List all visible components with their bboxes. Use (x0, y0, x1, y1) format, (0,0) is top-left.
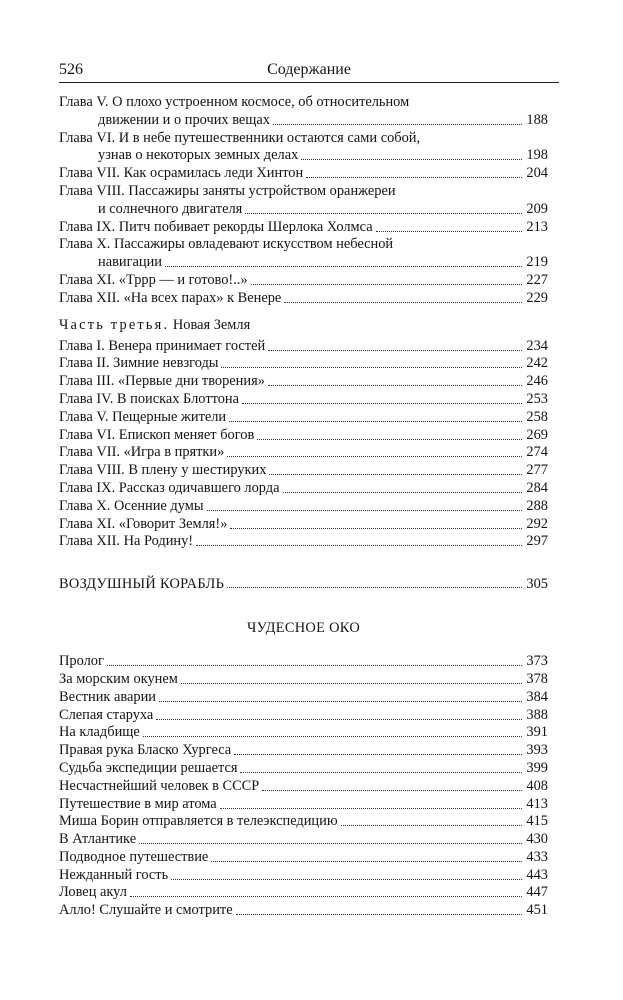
toc-entry-title: Глава XI. «Тррр — и готово!..» (59, 271, 248, 288)
toc-entry (59, 498, 548, 516)
dot-leader (130, 884, 522, 897)
toc-entry (59, 272, 548, 290)
toc-entry (59, 902, 548, 920)
toc-entry-page: 198 (526, 147, 548, 164)
dot-leader (284, 290, 522, 303)
dot-leader (196, 533, 522, 546)
dot-leader (107, 653, 522, 666)
dot-leader (245, 201, 522, 214)
dot-leader (283, 480, 522, 493)
toc-entry-title: Пролог (59, 653, 104, 670)
dot-leader (262, 778, 522, 791)
toc-entry-title: Глава V. Пещерные жители (59, 408, 227, 425)
toc-entry-title-cont: и солнечного двигателя (98, 200, 243, 217)
toc-entry (59, 355, 548, 373)
dot-leader (301, 147, 522, 160)
toc-entry (59, 409, 548, 427)
toc-entry (59, 689, 548, 707)
toc-entry-page: 373 (526, 653, 548, 670)
toc-entry-page: 274 (526, 444, 548, 461)
toc-entry-page: 413 (526, 795, 548, 812)
dot-leader (230, 516, 522, 529)
toc-entry (59, 516, 548, 534)
dot-leader (236, 902, 522, 915)
part-title: Новая Земля (172, 316, 251, 333)
toc-entry-title: Вестник аварии (59, 688, 156, 705)
toc-entry-title: Глава I. Венера принимает гостей (59, 337, 266, 354)
toc-entry (59, 707, 548, 725)
dot-leader (234, 742, 522, 755)
toc-entry-title: Глава IX. Питч побивает рекорды Шерлока Холмса (59, 218, 373, 235)
toc-entry-title: Нежданный гость (59, 866, 169, 883)
toc-entry-page: 393 (526, 742, 548, 759)
toc-entry-title: Глава VIII. Пассажиры заняты устройством оранжереи (59, 182, 396, 199)
toc-entry-title-cont: узнав о некоторых земных делах (98, 147, 299, 164)
dot-leader (227, 444, 522, 457)
dot-leader (139, 831, 522, 844)
toc-entry (59, 778, 548, 796)
toc-entry-title: Глава XII. «На всех парах» к Венере (59, 289, 282, 306)
toc-entry-page: 388 (526, 706, 548, 723)
work-title: ВОЗДУШНЫЙ КОРАБЛЬ (59, 576, 225, 593)
dot-leader (221, 355, 522, 368)
toc-entry-title: Глава VIII. В плену у шестируких (59, 462, 267, 479)
dot-leader (242, 391, 522, 404)
toc-entry (59, 760, 548, 778)
toc-entry-page: 229 (526, 289, 548, 306)
toc-entry-page: 209 (526, 200, 548, 217)
dot-leader (220, 796, 522, 809)
toc-entry-page: 284 (526, 479, 548, 496)
dot-leader (273, 112, 522, 125)
toc-entry-title: Несчастнейший человек в СССР (59, 777, 260, 794)
toc-entry (59, 391, 548, 409)
toc-entry-title: Глава X. Осенние думы (59, 497, 204, 514)
toc-entry (59, 338, 548, 356)
dot-leader (156, 707, 522, 720)
toc-entry-page: 204 (526, 165, 548, 182)
toc-entry-page: 277 (526, 462, 548, 479)
toc-entry-page: 234 (526, 337, 548, 354)
toc-entry-page: 378 (526, 670, 548, 687)
page-number: 526 (59, 61, 83, 78)
toc-entry-title: Ловец акул (59, 884, 127, 901)
toc-entry-page: 253 (526, 390, 548, 407)
header-rule (59, 82, 559, 83)
toc-entry-page: 391 (526, 724, 548, 741)
dot-leader (306, 165, 522, 178)
toc-entry-title: Глава X. Пассажиры овладевают искусством небесной (59, 236, 394, 253)
dot-leader (268, 373, 522, 386)
toc-entry-title: Глава VII. Как осрамилась леди Хинтон (59, 165, 304, 182)
toc-entry-title: Правая рука Бласко Хургеса (59, 742, 232, 759)
dot-leader (143, 724, 522, 737)
dot-leader (269, 462, 522, 475)
toc-entry-title: Глава IX. Рассказ одичавшего лорда (59, 479, 280, 496)
toc-entry (59, 236, 548, 272)
toc-entry-page: 246 (526, 373, 548, 390)
toc-entry-title-cont: навигации (98, 254, 162, 271)
toc-entry-title: Глава VII. «Игра в прятки» (59, 444, 225, 461)
toc-entry-work (59, 575, 548, 593)
toc-entry (59, 94, 548, 130)
toc-entry (59, 653, 548, 671)
page-header (59, 58, 559, 82)
toc-entry-title: Миша Борин отправляется в телеэкспедицию (59, 813, 338, 830)
dot-leader (240, 760, 522, 773)
dot-leader (257, 427, 522, 440)
section-heading: ЧУДЕСНОЕ ОКО (246, 620, 361, 637)
toc-entry-title: Глава XI. «Говорит Земля!» (59, 515, 228, 532)
toc-entry (59, 671, 548, 689)
toc-entry-page: 188 (526, 111, 548, 128)
toc-entry-title: Путешествие в мир атома (59, 795, 217, 812)
toc-entry-page: 242 (526, 355, 548, 372)
dot-leader (227, 575, 522, 588)
toc-entry (59, 219, 548, 237)
toc-entry (59, 480, 548, 498)
dot-leader (376, 219, 522, 232)
toc-entry (59, 444, 548, 462)
toc-entry-page: 258 (526, 408, 548, 425)
toc-entry-page: 447 (526, 884, 548, 901)
toc-entry-page: 213 (526, 218, 548, 235)
toc-entry-page: 399 (526, 759, 548, 776)
toc-entry-page: 288 (526, 497, 548, 514)
toc-entry-page: 227 (526, 271, 548, 288)
toc-entry (59, 867, 548, 885)
toc-entry-page: 415 (526, 813, 548, 830)
toc-entry-title: В Атлантике (59, 831, 137, 848)
toc-entry-page: 297 (526, 533, 548, 550)
dot-leader (159, 689, 522, 702)
toc-entry-title: Глава IV. В поисках Блоттона (59, 390, 239, 407)
toc-entry (59, 742, 548, 760)
toc-entry (59, 373, 548, 391)
toc-entry-title: На кладбище (59, 724, 140, 741)
toc-entry (59, 849, 548, 867)
toc-entry (59, 813, 548, 831)
toc-list (59, 94, 548, 920)
toc-entry (59, 884, 548, 902)
toc-entry-page: 269 (526, 426, 548, 443)
toc-entry (59, 290, 548, 308)
dot-leader (207, 498, 522, 511)
toc-entry-title: Глава II. Зимние невзгоды (59, 355, 219, 372)
toc-entry-title: Алло! Слушайте и смотрите (59, 902, 233, 919)
toc-entry-page: 305 (526, 576, 548, 593)
toc-entry-page: 433 (526, 848, 548, 865)
toc-entry-page: 292 (526, 515, 548, 532)
toc-entry-title: За морским окунем (59, 670, 178, 687)
toc-entry (59, 796, 548, 814)
dot-leader (268, 338, 522, 351)
dot-leader (171, 867, 522, 880)
toc-entry-title: Глава XII. На Родину! (59, 533, 194, 550)
toc-entry (59, 165, 548, 183)
toc-entry (59, 462, 548, 480)
toc-entry-title: Судьба экспедиции решается (59, 759, 238, 776)
toc-entry (59, 427, 548, 445)
toc-entry (59, 130, 548, 166)
toc-entry-title: Глава III. «Первые дни творения» (59, 373, 265, 390)
toc-entry-page: 451 (526, 902, 548, 919)
toc-entry-title-cont: движении и о прочих вещах (98, 111, 270, 128)
toc-entry-page: 408 (526, 777, 548, 794)
toc-entry (59, 831, 548, 849)
dot-leader (181, 671, 522, 684)
toc-entry-title: Слепая старуха (59, 706, 154, 723)
toc-entry-title: Глава V. О плохо устроенном космосе, об относительном (59, 94, 410, 110)
dot-leader (165, 254, 522, 267)
toc-entry (59, 183, 548, 219)
dot-leader (341, 813, 522, 826)
toc-entry-page: 384 (526, 688, 548, 705)
part-heading (59, 316, 548, 334)
toc-entry-title: Глава VI. И в небе путешественники остаются сами собой, (59, 129, 421, 146)
toc-entry-title: Подводное путешествие (59, 848, 209, 865)
toc-entry-page: 430 (526, 831, 548, 848)
dot-leader (251, 272, 522, 285)
dot-leader (211, 849, 522, 862)
toc-entry (59, 724, 548, 742)
part-label: Часть третья. (59, 316, 170, 333)
toc-entry-page: 443 (526, 866, 548, 883)
dot-leader (229, 409, 522, 422)
toc-entry-title: Глава VI. Епископ меняет богов (59, 426, 255, 443)
running-title: Содержание (267, 61, 351, 78)
toc-entry (59, 533, 548, 551)
toc-entry-page: 219 (526, 254, 548, 271)
